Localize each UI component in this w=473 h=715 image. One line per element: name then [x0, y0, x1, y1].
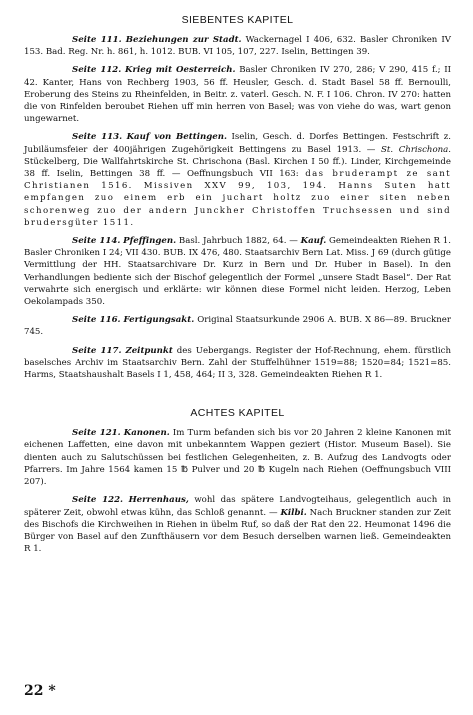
entry-text: des Uebergangs. Register der Hof-Rechnung, ehem. fürstlich baselsches Archiv im Staatsarchiv Bern. Zahl der Stuffelhühner 1519=88; 1520=84; 1521=85. Harms, Staatshaushalt Basels I 1, 458, 464; II 3, 328. Gemeindeakten Riehen R 1.	[24, 345, 452, 381]
entry-text: Stückelberg, Die Wallfahrtskirche St. Chrischona (Basl. Kirchen I 50 ff.). Linder, Kirchgemeinde 38 ff. Iselin, Bettingen 38 ff. — Oeffnungsbuch VII 163:	[24, 156, 451, 180]
entry-heading: Pfeffingen.	[123, 236, 177, 247]
entry-page-ref: Seite 114.	[72, 236, 121, 247]
entry-page-ref: Seite 116.	[72, 315, 121, 326]
entry-heading: Kauf von Bettingen.	[126, 132, 227, 143]
entry-seite-113	[24, 131, 451, 229]
entry-text: Basler Chroniken IV 270, 286; V 290, 415 f.; II 42. Kanter, Hans von Rechberg 1903, 56 ff. Heusler, Gesch. d. Stadt Basel 58 ff. Bernoulli, Eroberung des Steins zu Rheinfelden, in Beitr. z. vaterl. Gesch. N. F. I 106. Chron. IV 270: hatten die von Rinfelden beroubet Riehen uff min herren von Basel; was von viehe do was, wart genon ungewarnet.	[24, 65, 451, 125]
entry-page-ref: Seite 121.	[72, 428, 121, 439]
entry-text: Im Turm befanden sich bis vor 20 Jahren 2 kleine Kanonen mit eichenen Laffetten, eine davon mit unbekanntem Wappen geziert (Histor. Museum Basel). Sie dienten auch zu Salutschüssen bei festlichen Gelegenheiten, z. B. Aufzug des Landvogts oder Pfarrers. Im Jahre 1564 kamen 15 ℔ Pulver und 20 ℔ Kugeln nach Riehen (Oeffnungsbuch VIII 207).	[24, 428, 452, 488]
entry-seite-111	[24, 34, 451, 58]
entry-page-ref: Seite 112.	[72, 65, 122, 76]
entry-heading: Beziehungen zur Stadt.	[125, 35, 242, 45]
entry-quote: das bruderampt ze sant Christianen 1516. Missiven XXV 99, 103, 194. Hanns Suten hatt empfangen zuo einem erb ein juchart holtz zuo einer siten neben schorenweg zuo der andern Junckher Christoffen Truchsessen und sind brudersgüter 1511.	[24, 169, 451, 228]
entry-heading: Zeitpunkt	[125, 345, 173, 356]
entry-text: Original Staatsurkunde 2906 A. BUB. X 86—89. Bruckner 745.	[24, 315, 451, 338]
entry-text: Wackernagel I 406, 632. Basler Chroniken IV 153. Bad. Reg. Nr. h. 861, h. 1012. BUB. VI 105, 107, 227. Iselin, Bettingen 39.	[24, 35, 452, 58]
entry-text: wohl das spätere Landvogteihaus, gelegentlich auch in späterer Zeit, obwohl etwas kühn, das Schloß genannt. —	[24, 495, 452, 518]
entry-seite-117	[24, 345, 451, 382]
entry-seite-112	[24, 64, 451, 125]
entry-page-ref: Seite 122.	[72, 495, 124, 506]
entry-page-ref: Seite 113.	[72, 132, 123, 143]
entry-heading: Fertigungsakt.	[123, 315, 195, 326]
entry-page-ref: Seite 111.	[72, 35, 122, 45]
entry-page-ref: Seite 117.	[72, 345, 122, 356]
entry-subheading: Kauf.	[300, 236, 327, 247]
entry-subheading: St. Chrischona.	[381, 144, 452, 155]
chapter-heading-8: ACHTES KAPITEL	[190, 407, 285, 420]
entry-text: Gemeindeakten Riehen R 1. Basler Chroniken I 24; VII 430. BUB. IX 476, 480. Staatsarchiv Bern Lat. Miss. J 69 (durch gütige Vermittlung der HH. Staatsarchivare Dr. Kurz in Bern und Dr. Huber in Basel). In den Verhandlungen bediente sich der Bischof gelegentlich der Formel „unsere Stadt Basel“. Der Rat verwahrte sich energisch und erklärte: wir können diese Formel nicht leiden. Herzog, Leben Oekolampads 350.	[24, 236, 451, 308]
chapter-heading-7: SIEBENTES KAPITEL	[181, 14, 294, 26]
entry-seite-121	[24, 427, 451, 488]
entry-heading: Kanonen.	[123, 428, 170, 439]
page-number: 22 *	[24, 683, 56, 699]
entry-text: Iselin, Gesch. d. Dorfes Bettingen. Festschrift z. Jubiläumsfeier der 400jährigen Zugehörigkeit Bettingens zu Basel 1913. —	[24, 132, 451, 155]
entry-seite-114	[24, 235, 451, 308]
entry-heading: Krieg mit Oesterreich.	[125, 65, 236, 76]
entry-heading: Herrenhaus,	[128, 495, 189, 506]
entry-seite-116	[24, 314, 451, 338]
entry-subheading: Kilbi.	[280, 507, 307, 518]
entry-seite-122	[24, 494, 451, 555]
entry-text: Nach Bruckner standen zur Zeit des Bischofs die Kirchweihen in Riehen in übelm Ruf, so daß der Rat den 22. Heumonat 1496 die Bürger von Basel auf den Zunfthäusern vor dem Besuch derselben warnen ließ. Gemeindeakten R 1.	[24, 507, 451, 555]
entry-text: Basl. Jahrbuch 1882, 64. —	[178, 236, 298, 247]
